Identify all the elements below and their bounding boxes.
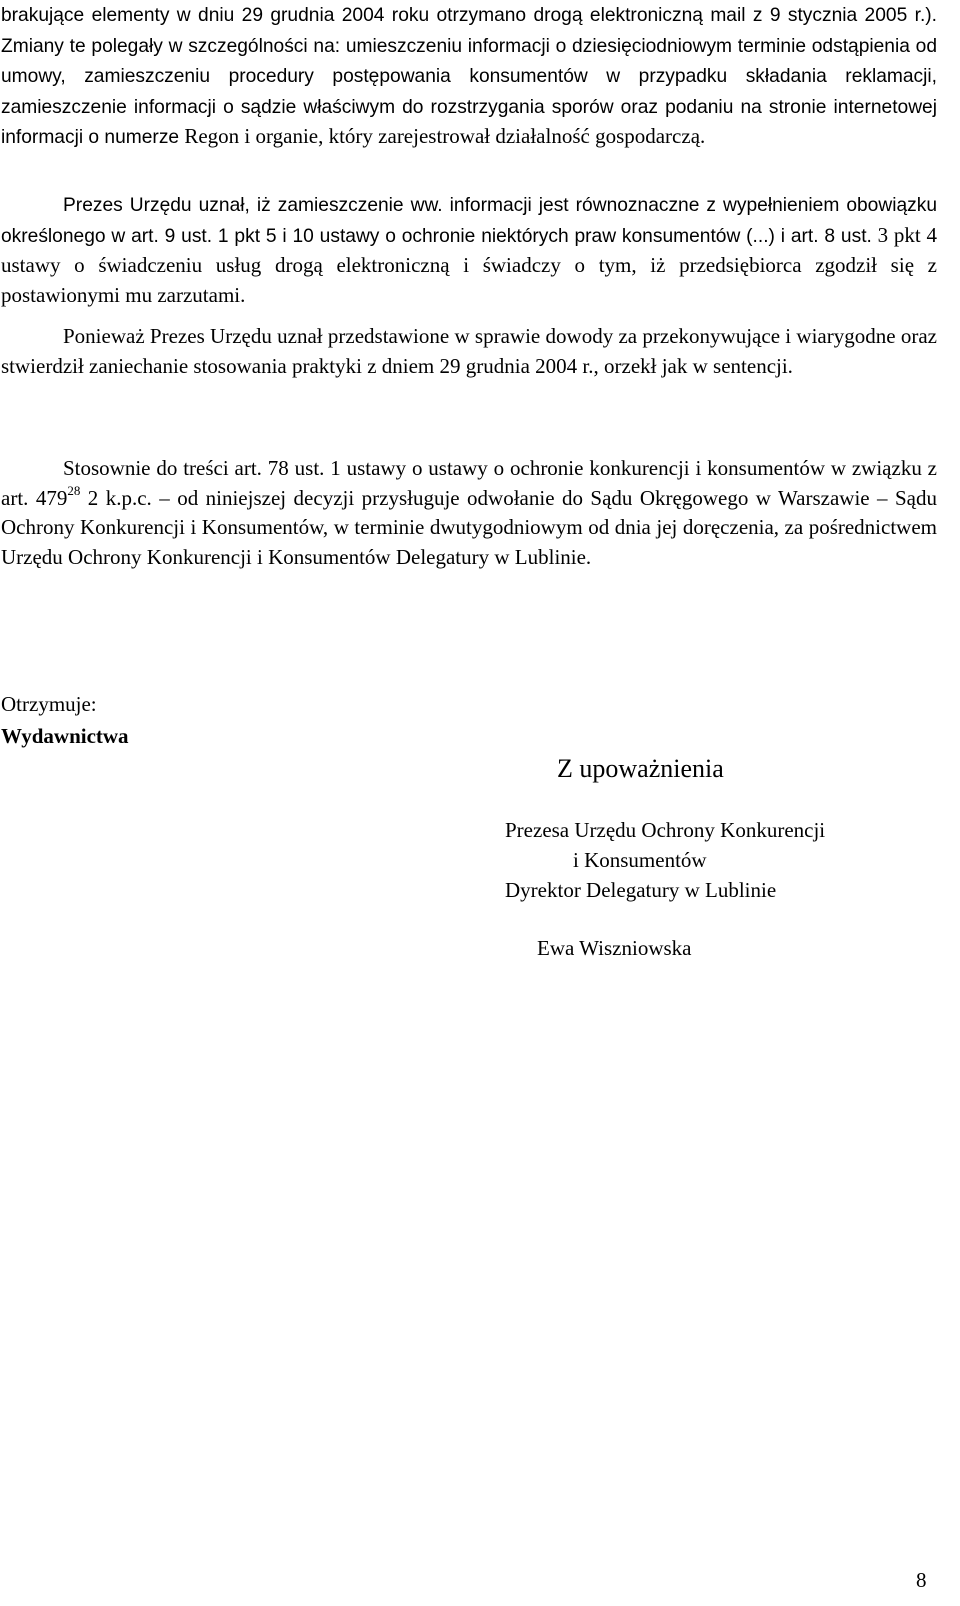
signature-title-line1: Prezesa Urzędu Ochrony Konkurencji	[505, 818, 826, 842]
paragraph-changes	[1, 0, 937, 153]
paragraph-equivalence-serif-part: 3 pkt 4 ustawy o świadczeniu usług drogą elektroniczną i świadczy o tym, iż przedsiębiorca zgodził się z postawionymi mu zarzutami.	[1, 222, 937, 307]
paragraph-changes-serif-part: Regon i organie, który zarejestrował działalność gospodarczą.	[179, 124, 706, 148]
article-superscript: 28	[67, 482, 81, 498]
paragraph-appeal-text: Stosownie do treści art. 78 ust. 1 ustawy o ustawy o ochronie konkurencji i konsumentów w związku z art. 479	[1, 456, 937, 510]
paragraph-changes-sans-part: brakujące elementy w dniu 29 grudnia 2004 roku otrzymano drogą elektroniczną mail z 9 stycznia 2005 r.). Zmiany te polegały w szczególności na: umieszczeniu informacji o dziesięciodniowym terminie odstąpienia od umowy, zamieszczeniu procedury postępowania konsumentów w przypadku składania reklamacji, zamieszczenie informacji o sądzie właściwym do rozstrzygania sporów oraz podaniu na stronie internetowej informacji o numerze	[1, 5, 937, 148]
paragraph-ruling: Ponieważ Prezes Urzędu uznał przedstawione w sprawie dowody za przekonywujące i wiarygodne oraz stwierdził zaniechanie stosowania praktyki z dniem 29 grudnia 2004 r., orzekł jak w sentencji.	[1, 324, 937, 378]
signature-heading: Z upoważnienia	[557, 754, 724, 783]
signature-title-line3: Dyrektor Delegatury w Lublinie	[505, 878, 777, 902]
paragraph-appeal-text-cont: 2 k.p.c. – od niniejszej decyzji przysługuje odwołanie do Sądu Okręgowego w Warszawie – Sądu Ochrony Konkurencji i Konsumentów, w terminie dwutygodniowym od dnia jej doręczenia, za pośrednictwem Urzędu Ochrony Konkurencji i Konsumentów Delegatury w Lublinie.	[1, 485, 937, 569]
signature-title-line2: i Konsumentów	[573, 848, 707, 872]
paragraph-appeal	[1, 454, 937, 572]
recipients-label: Otrzymuje:	[1, 692, 97, 716]
recipients-value: Wydawnictwa	[1, 724, 129, 748]
signatory-name: Ewa Wiszniowska	[537, 936, 692, 960]
paragraph-equivalence-sans-part: Prezes Urzędu uznał, iż zamieszczenie ww. informacji jest równoznaczne z wypełnieniem obowiązku określonego w art. 9 ust. 1 pkt 5 i 10 ustawy o ochronie niektórych praw konsumentów (...) i art. 8 ust.	[1, 195, 937, 247]
paragraph-equivalence	[1, 190, 937, 310]
page-number: 8	[916, 1568, 927, 1592]
